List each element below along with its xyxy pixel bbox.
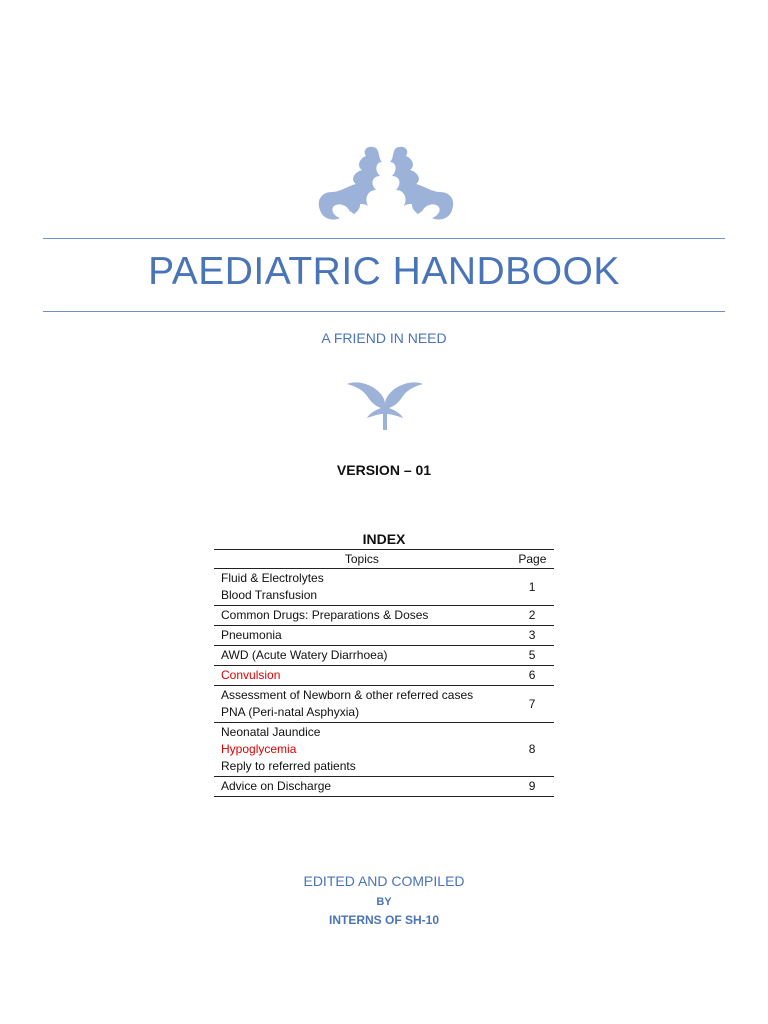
topic-line: AWD (Acute Watery Diarrhoea) <box>221 648 388 662</box>
topic-line: Fluid & Electrolytes <box>221 571 324 585</box>
topic-line: Common Drugs: Preparations & Doses <box>221 608 429 622</box>
authors-label: INTERNS OF SH-10 <box>328 913 439 927</box>
topic-cell <box>214 569 510 606</box>
top-divider <box>43 238 725 239</box>
page-number-cell: 7 <box>510 686 554 723</box>
page-number-cell: 9 <box>510 777 554 797</box>
version-label: VERSION – 01 <box>336 462 432 478</box>
topic-cell <box>214 777 510 797</box>
scroll-flourish-ornament <box>310 140 462 230</box>
index-table-header-row <box>214 550 554 569</box>
topic-line: Advice on Discharge <box>221 779 332 793</box>
bottom-divider <box>43 311 725 312</box>
index-table-row <box>214 626 554 646</box>
page-number-cell: 8 <box>510 723 554 777</box>
index-table-row <box>214 777 554 797</box>
topic-line: Hypoglycemia <box>221 742 297 756</box>
index-table-row <box>214 686 554 723</box>
page-number-cell: 5 <box>510 646 554 666</box>
topic-cell <box>214 686 510 723</box>
index-table <box>214 549 554 797</box>
page-number-cell: 1 <box>510 569 554 606</box>
topic-cell <box>214 606 510 626</box>
index-table-row <box>214 646 554 666</box>
topic-line: Blood Transfusion <box>221 588 318 602</box>
index-table-row <box>214 666 554 686</box>
topic-cell <box>214 666 510 686</box>
by-label: BY <box>376 896 392 908</box>
index-table-row <box>214 606 554 626</box>
topic-line: Neonatal Jaundice <box>221 725 321 739</box>
fleuron-ornament <box>343 378 427 434</box>
topic-line: PNA (Peri-natal Asphyxia) <box>221 705 360 719</box>
index-heading: INDEX <box>362 531 406 547</box>
topic-cell <box>214 626 510 646</box>
index-table-row <box>214 569 554 606</box>
topic-line: Assessment of Newborn & other referred cases <box>221 688 474 702</box>
page-number-cell: 2 <box>510 606 554 626</box>
edited-compiled-label: EDITED AND COMPILED <box>303 873 465 889</box>
topics-column-header: Topics <box>214 550 510 569</box>
topic-cell <box>214 646 510 666</box>
topic-cell <box>214 723 510 777</box>
topic-line: Convulsion <box>221 668 281 682</box>
topic-line: Reply to referred patients <box>221 759 356 773</box>
document-title: PAEDIATRIC HANDBOOK <box>148 250 620 293</box>
index-table-row <box>214 723 554 777</box>
document-subtitle: A FRIEND IN NEED <box>321 330 447 346</box>
page-column-header: Page <box>510 550 554 569</box>
topic-line: Pneumonia <box>221 628 282 642</box>
page-number-cell: 6 <box>510 666 554 686</box>
page-number-cell: 3 <box>510 626 554 646</box>
